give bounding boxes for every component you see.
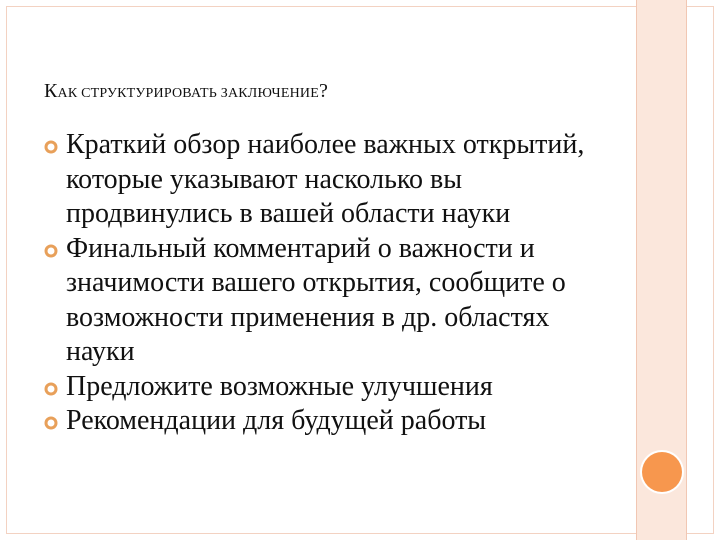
bullet-text: Рекомендации для будущей работы — [66, 405, 487, 436]
hollow-circle-bullet-icon — [44, 140, 58, 154]
bullet-item — [44, 404, 624, 439]
bullet-item — [44, 370, 624, 405]
bullet-text: Краткий обзор наиболее важных открытий, которые указывают насколько вы продвинулись в вашей области науки — [66, 129, 585, 229]
hollow-circle-bullet-icon — [44, 382, 58, 396]
bullet-text: Предложите возможные улучшения — [66, 370, 493, 402]
bullet-list — [44, 128, 624, 439]
decorative-circle — [642, 452, 682, 492]
bullet-item — [44, 128, 624, 232]
hollow-circle-bullet-icon — [44, 416, 58, 430]
slide-title — [44, 80, 328, 103]
band-edge-right — [686, 0, 687, 540]
title-first-letter: К — [44, 80, 58, 102]
hollow-circle-bullet-icon — [44, 244, 58, 258]
bullet-text: Финальный комментарий о важности и значимости вашего открытия, сообщите о возможности применения в др. областях науки — [66, 232, 566, 367]
band-edge-left — [636, 0, 637, 540]
title-question-mark: ? — [318, 80, 329, 102]
title-rest: АК СТРУКТУРИРОВАТЬ ЗАКЛЮЧЕНИЕ — [57, 86, 319, 101]
bullet-item — [44, 232, 624, 370]
